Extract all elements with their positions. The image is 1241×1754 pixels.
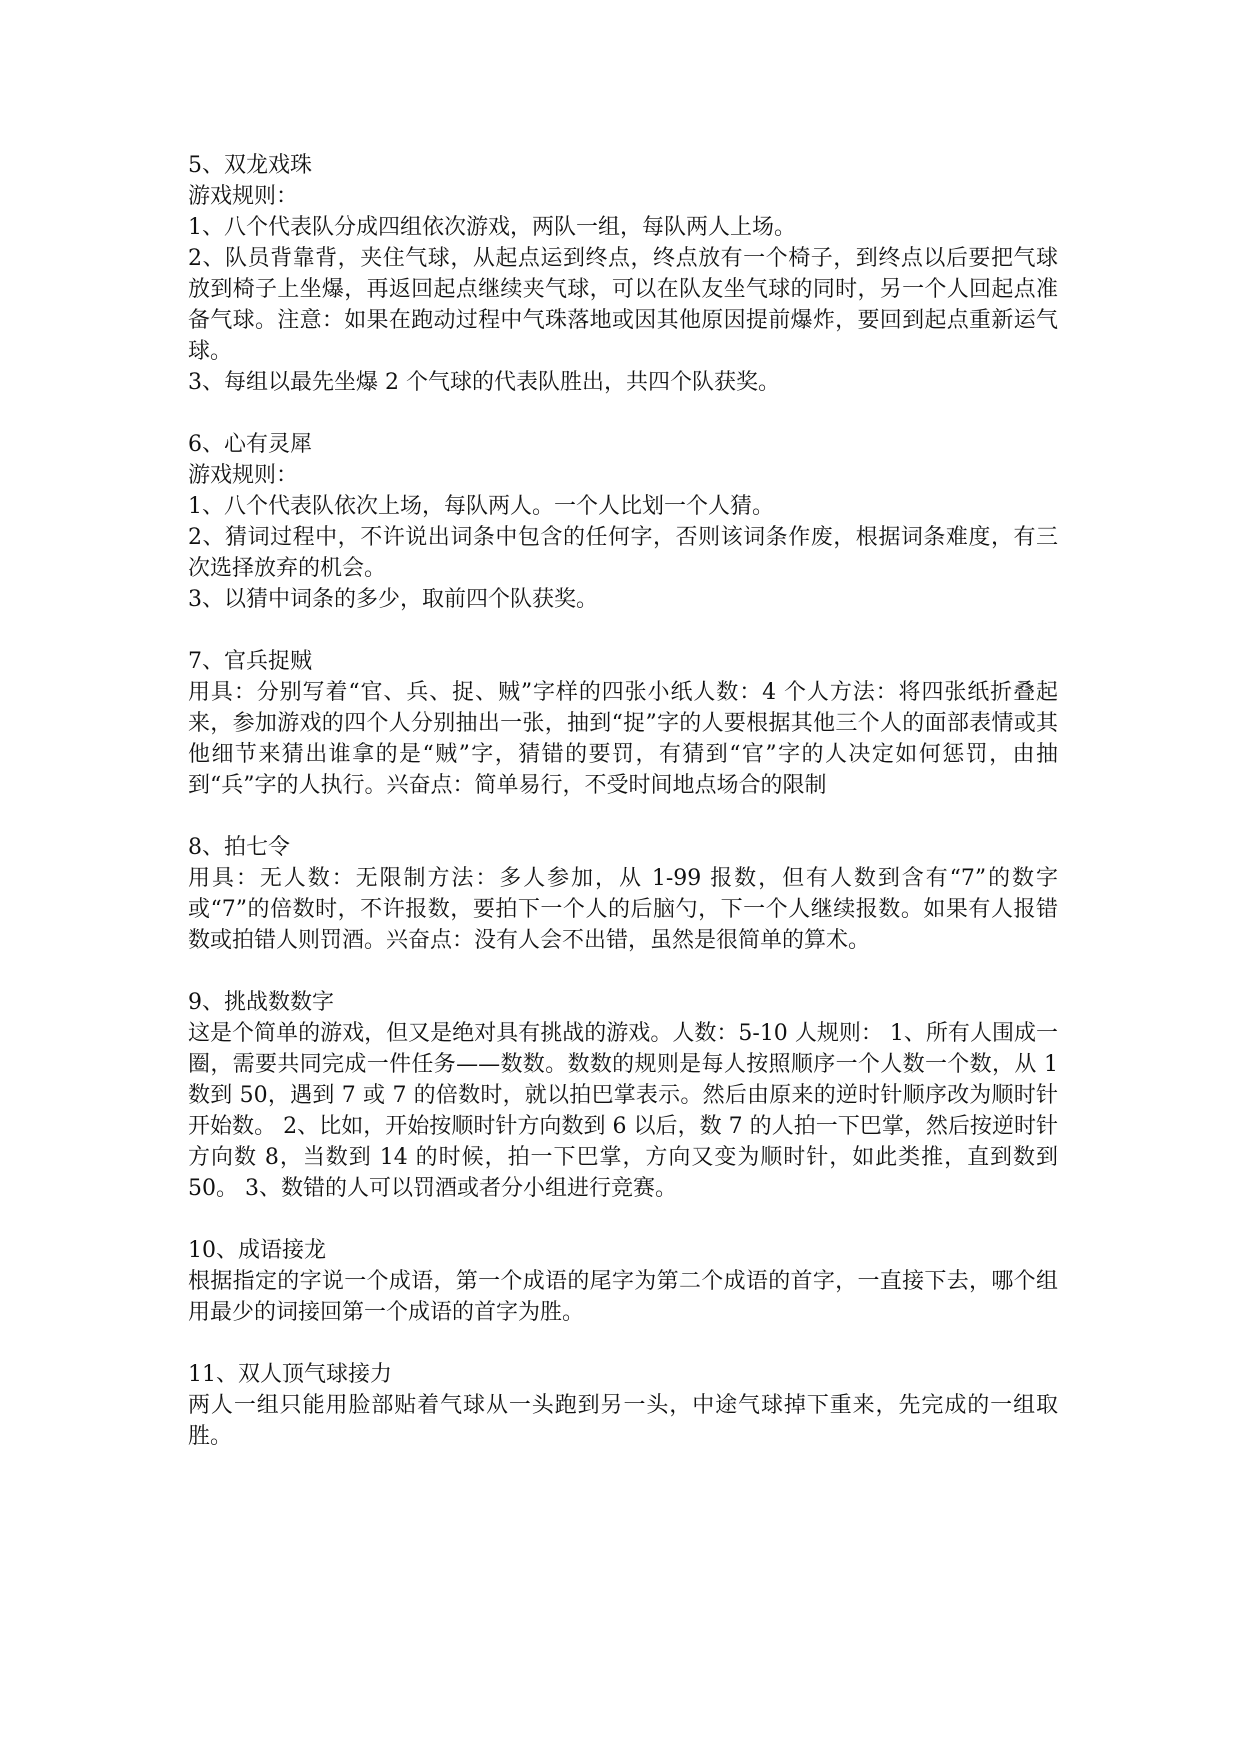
game-section: [188, 646, 1058, 801]
game-section: [188, 1359, 1058, 1452]
section-title: 7、官兵捉贼: [188, 649, 312, 674]
section-paragraph: 3、每组以最先坐爆 2 个气球的代表队胜出，共四个队获奖。: [188, 370, 780, 395]
game-section: [188, 1235, 1058, 1328]
section-paragraph: 游戏规则：: [188, 184, 299, 209]
section-paragraph: 3、以猜中词条的多少，取前四个队获奖。: [188, 587, 598, 612]
section-title: 8、拍七令: [188, 835, 290, 860]
section-paragraph: 根据指定的字说一个成语，第一个成语的尾字为第二个成语的首字，一直接下去，哪个组用最少的词接回第一个成语的首字为胜。: [188, 1269, 1058, 1325]
section-title: 5、双龙戏珠: [188, 153, 312, 178]
section-paragraph: 用具：无人数：无限制方法：多人参加，从 1-99 报数，但有人数到含有“7”的数字或“7”的倍数时，不许报数，要拍下一个人的后脑勺，下一个人继续报数。如果有人报错数或拍错人则罚酒。兴奋点：没有人会不出错，虽然是很简单的算术。: [188, 866, 1058, 953]
section-paragraph: 2、猜词过程中，不许说出词条中包含的任何字，否则该词条作废，根据词条难度，有三次选择放弃的机会。: [188, 525, 1058, 581]
section-title: 9、挑战数数字: [188, 990, 334, 1015]
section-title: 11、双人顶气球接力: [188, 1362, 392, 1387]
section-title: 10、成语接龙: [188, 1238, 326, 1263]
game-section: [188, 832, 1058, 956]
section-paragraph: 游戏规则：: [188, 463, 299, 488]
section-paragraph: 2、队员背靠背，夹住气球，从起点运到终点，终点放有一个椅子，到终点以后要把气球放到椅子上坐爆，再返回起点继续夹气球，可以在队友坐气球的同时，另一个人回起点准备气球。注意：如果在跑动过程中气珠落地或因其他原因提前爆炸，要回到起点重新运气球。: [188, 246, 1058, 364]
game-section: [188, 150, 1058, 398]
game-section: [188, 429, 1058, 615]
section-paragraph: 1、八个代表队分成四组依次游戏，两队一组，每队两人上场。: [188, 215, 796, 240]
section-title: 6、心有灵犀: [188, 432, 312, 457]
section-paragraph: 两人一组只能用脸部贴着气球从一头跑到另一头，中途气球掉下重来，先完成的一组取胜。: [188, 1393, 1058, 1449]
game-section: [188, 987, 1058, 1204]
section-paragraph: 这是个简单的游戏，但又是绝对具有挑战的游戏。人数：5-10 人规则： 1、所有人围成一圈，需要共同完成一件任务——数数。数数的规则是每人按照顺序一个人数一个数，从 1 数到 50，遇到 7 或 7 的倍数时，就以拍巴掌表示。然后由原来的逆时针顺序改为顺时针开始数。 2、比如，开始按顺时针方向数到 6 以后，数 7 的人拍一下巴掌，然后按逆时针方向数 8，当数到 14 的时候，拍一下巴掌，方向又变为顺时针，如此类推，直到数到 50。 3、数错的人可以罚酒或者分小组进行竞赛。: [188, 1021, 1058, 1201]
document-page: [188, 150, 1058, 1483]
section-paragraph: 用具：分别写着“官、兵、捉、贼”字样的四张小纸人数：4 个人方法：将四张纸折叠起来，参加游戏的四个人分别抽出一张，抽到“捉”字的人要根据其他三个人的面部表情或其他细节来猜出谁拿的是“贼”字，猜错的要罚，有猜到“官”字的人决定如何惩罚，由抽到“兵”字的人执行。兴奋点：简单易行，不受时间地点场合的限制: [188, 680, 1058, 798]
section-paragraph: 1、八个代表队依次上场，每队两人。一个人比划一个人猜。: [188, 494, 774, 519]
